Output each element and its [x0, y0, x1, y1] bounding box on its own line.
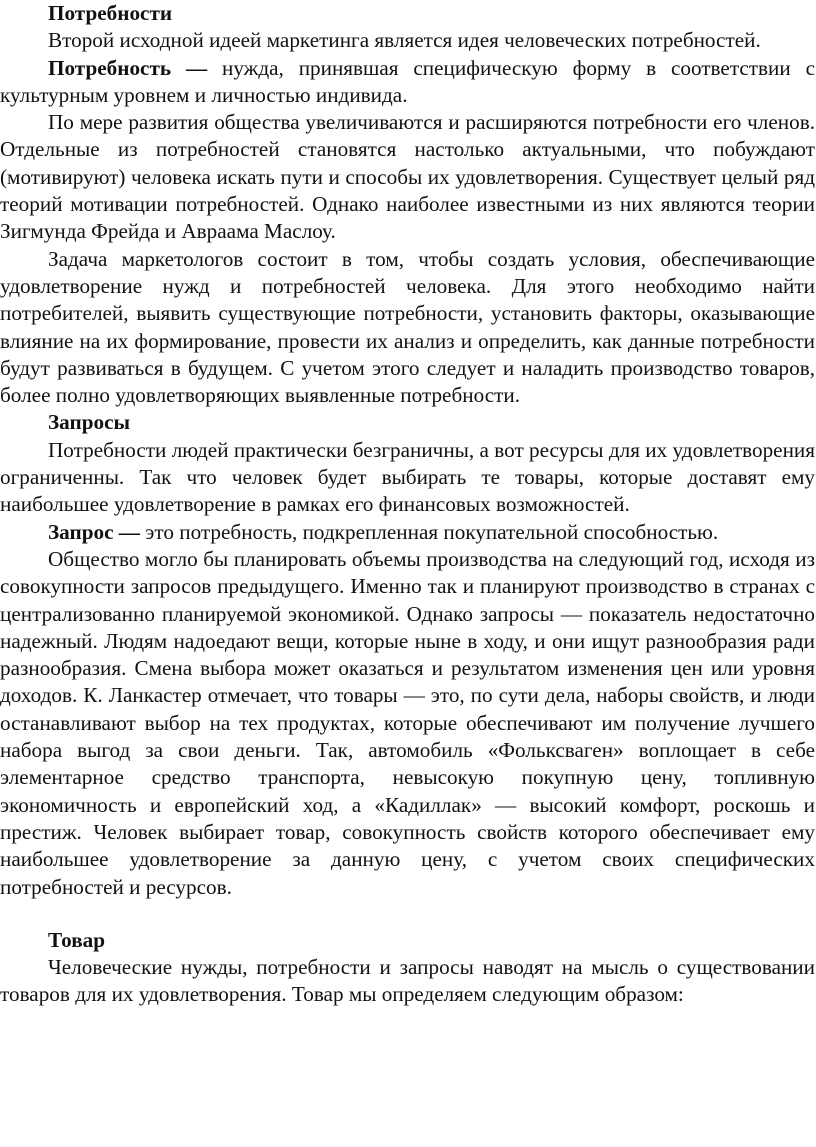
definition-term-demand: Запрос —	[48, 519, 140, 544]
section-heading-product: Товар	[48, 927, 106, 952]
section-spacer	[0, 901, 815, 927]
paragraph-need-definition	[0, 55, 815, 110]
paragraph-demand-definition	[0, 519, 815, 546]
section-heading-demands: Запросы	[48, 410, 131, 435]
definition-term-need: Потребность —	[48, 55, 208, 80]
definition-text-demand: это потребность, подкрепленная покупательной способностью.	[139, 519, 719, 544]
paragraph-demands-intro: Потребности людей практически безграничны, а вот ресурсы для их удовлетворения ограниченны. Так что человек будет выбирать те товары, которые доставят ему наибольшее удовлетворение в рамках его финансовых возможностей.	[0, 437, 815, 517]
section-heading-needs: Потребности	[48, 1, 173, 25]
paragraph-needs-intro: Второй исходной идеей маркетинга является идея человеческих потребностей.	[48, 28, 761, 53]
paragraph-society-planning: Общество могло бы планировать объемы производства на следующий год, исходя из совокупности запросов предыдущего. Именно так и планируют производство в странах с централизованно планируемой экономикой. Однако запросы — показатель недостаточно надежный. Людям надоедают вещи, которые ныне в ходу, и они ищут разнообразия ради разнообразия. Смена выбора может оказаться и результатом изменения цен или уровня доходов. К. Ланкастер отмечает, что товары — это, по сути дела, наборы свойств, и люди останавливают выбор на тех продуктах, которые обеспечивают им получение лучшего набора выгод за свои деньги. Так, автомобиль «Фольксваген» воплощает в себе элементарное средство транспорта, невысокую покупную цену, топливную экономичность и европейский ход, а «Кадиллак» — высокий комфорт, роскошь и престиж. Человек выбирает товар, совокупность свойств которого обеспечивает ему наибольшее удовлетворение за данную цену, с учетом своих специфических потребностей и ресурсов.	[0, 546, 815, 899]
paragraph-product-intro: Человеческие нужды, потребности и запросы наводят на мысль о существовании товаров для их удовлетворения. Товар мы определяем следующим образом:	[0, 955, 815, 1007]
paragraph-marketers-task: Задача маркетологов состоит в том, чтобы создать условия, обеспечивающие удовлетворение нужд и потребностей человека. Для этого необходимо найти потребителей, выявить существующие потребности, установить факторы, оказывающие влияние на их формирование, провести их анализ и определить, как данные потребности будут развиваться в будущем. С учетом этого следует и наладить производство товаров, более полно удовлетворяющих выявленные потребности.	[0, 246, 815, 408]
definition-text-need: нужда, принявшая специфическую форму в соответствии с культурным уровнем и личностью индивида.	[0, 55, 815, 107]
paragraph-needs-development: По мере развития общества увеличиваются и расширяются потребности его членов. Отдельные из потребностей становятся настолько актуальными, что побуждают (мотивируют) человека искать пути и способы их удовлетворения. Существует целый ряд теорий мотивации потребностей. Однако наиболее известными из них являются теории Зигмунда Фрейда и Авраама Маслоу.	[0, 110, 815, 244]
